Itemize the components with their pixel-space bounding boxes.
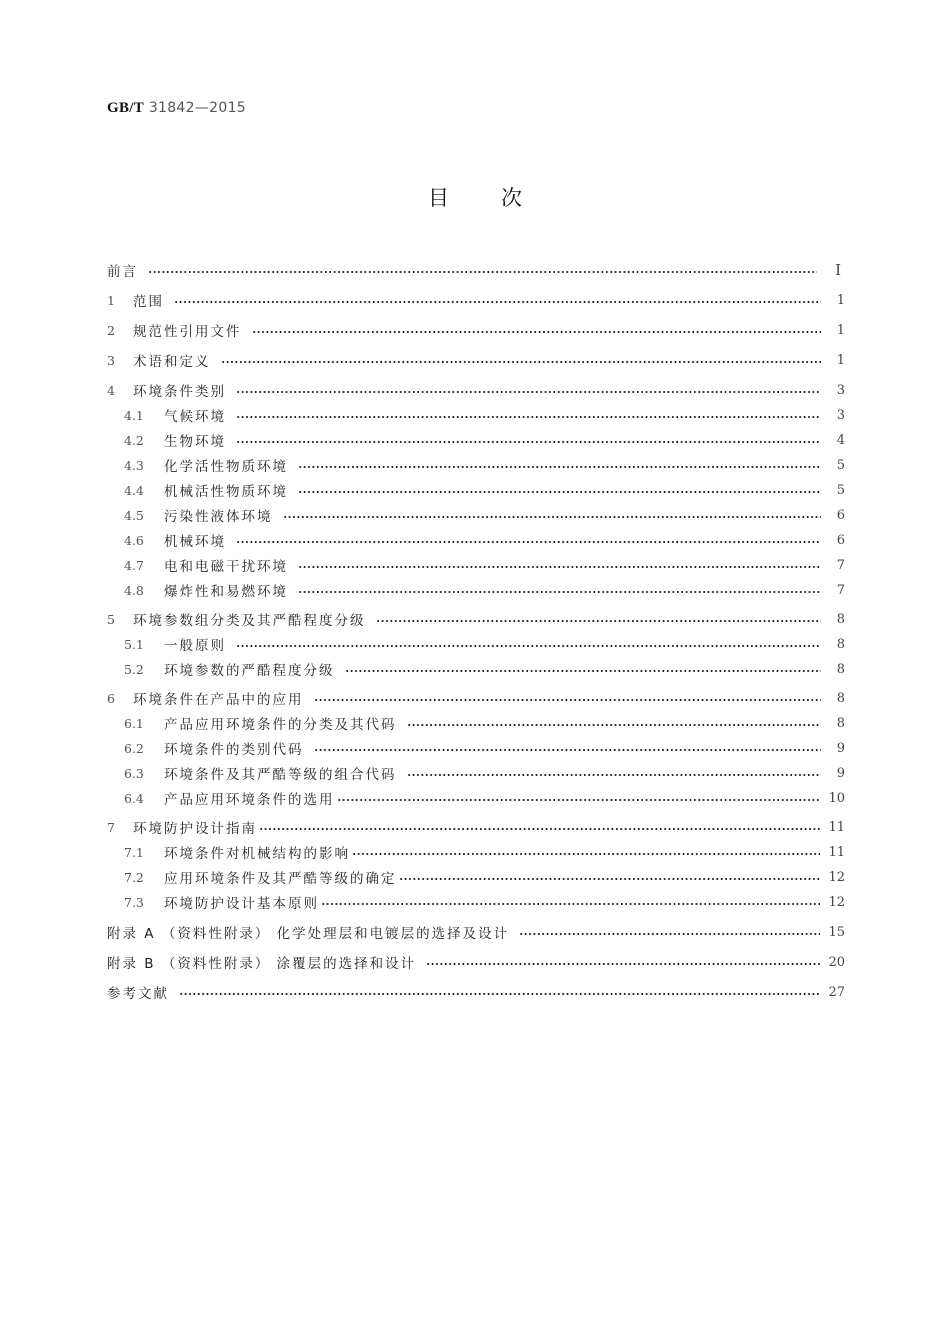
toc-entry-label: 环境条件在产品中的应用 [133, 692, 304, 708]
toc-entry-page-number: 9 [836, 740, 845, 756]
dot-leader [236, 645, 821, 647]
dot-leader [298, 566, 821, 568]
toc-entry-number: 7.2 [124, 869, 144, 885]
toc-entry[interactable] [107, 761, 845, 785]
toc-entry-label: 化学活性物质环境 [164, 459, 288, 475]
toc-entry-page-number: 5 [836, 457, 845, 473]
dot-leader [283, 516, 822, 518]
toc-entry[interactable] [107, 607, 845, 631]
toc-entry[interactable] [107, 428, 845, 452]
toc-entry-number: 4 [107, 382, 115, 398]
toc-entry-page-number: 4 [836, 432, 845, 448]
toc-entry-label: 附录 B （资料性附录） 涂覆层的选择和设计 [107, 956, 417, 972]
toc-entry-page-number: 20 [828, 954, 845, 970]
dot-leader [236, 541, 821, 543]
toc-entry-label: 产品应用环境条件的分类及其代码 [164, 717, 397, 733]
toc-entry[interactable] [107, 950, 845, 974]
dot-leader [298, 466, 821, 468]
toc-entry[interactable] [107, 657, 845, 681]
toc-entry[interactable] [107, 528, 845, 552]
toc-entry-page-number: 8 [836, 611, 845, 627]
toc-entry-number: 4.3 [124, 457, 144, 473]
toc-entry[interactable] [107, 632, 845, 656]
dot-leader [376, 620, 822, 622]
toc-entry-page-number: 1 [836, 352, 845, 368]
toc-entry[interactable] [107, 403, 845, 427]
toc-entry[interactable] [107, 288, 845, 312]
toc-entry-page-number: 7 [836, 557, 845, 573]
toc-entry-label: 产品应用环境条件的选用 [164, 792, 335, 808]
toc-entry-page-number: 6 [836, 507, 845, 523]
standard-prefix: GB/T [107, 100, 145, 116]
dot-leader [259, 828, 820, 830]
toc-entry[interactable] [107, 318, 845, 342]
toc-entry-label: 环境条件的类别代码 [164, 742, 304, 758]
toc-entry-number: 4.5 [124, 507, 144, 523]
toc-entry-label: 环境防护设计指南 [133, 821, 257, 837]
toc-entry-page-number: 1 [836, 322, 845, 338]
toc-entry-label: 规范性引用文件 [133, 324, 242, 340]
toc-entry-number: 4.1 [124, 407, 144, 423]
toc-entry[interactable] [107, 815, 845, 839]
dot-leader [298, 591, 821, 593]
toc-entry-label: 术语和定义 [133, 354, 211, 370]
toc-entry-label: 环境防护设计基本原则 [164, 896, 319, 912]
toc-entry[interactable] [107, 920, 845, 944]
toc-entry-number: 4.4 [124, 482, 144, 498]
toc-entry-page-number: 8 [836, 715, 845, 731]
toc-entry-number: 2 [107, 322, 115, 338]
toc-entry-label: 爆炸性和易燃环境 [164, 584, 288, 600]
toc-entry[interactable] [107, 478, 845, 502]
toc-entry-page-number: 8 [836, 636, 845, 652]
dot-leader [174, 301, 821, 303]
toc-entry[interactable] [107, 736, 845, 760]
dot-leader [321, 903, 820, 905]
page-title [0, 182, 950, 212]
toc-entry-number: 6.2 [124, 740, 144, 756]
standard-number: 31842—2015 [148, 100, 246, 116]
toc-entry[interactable] [107, 711, 845, 735]
dot-leader [314, 749, 822, 751]
toc-entry-page-number: 3 [836, 407, 845, 423]
toc-entry-number: 4.8 [124, 582, 144, 598]
toc-entry-page-number: 6 [836, 532, 845, 548]
dot-leader [298, 491, 821, 493]
toc-entry-page-number: Ⅰ [835, 261, 841, 279]
dot-leader [236, 391, 821, 393]
toc-entry-number: 6.1 [124, 715, 144, 731]
dot-leader [179, 993, 820, 995]
toc-entry-label: 电和电磁干扰环境 [164, 559, 288, 575]
dot-leader [337, 799, 821, 801]
toc-entry-label: 应用环境条件及其严酷等级的确定 [164, 871, 397, 887]
toc-entry-label: 污染性液体环境 [164, 509, 273, 525]
toc-entry-label: 范围 [133, 294, 164, 310]
toc-entry-number: 5 [107, 611, 115, 627]
toc-entry-label: 附录 A （资料性附录） 化学处理层和电镀层的选择及设计 [107, 926, 510, 942]
toc-entry-label: 一般原则 [164, 638, 226, 654]
toc-entry-page-number: 8 [836, 661, 845, 677]
toc-entry[interactable] [107, 503, 845, 527]
dot-leader [236, 416, 821, 418]
toc-entry-label: 环境条件对机械结构的影响 [164, 846, 350, 862]
dot-leader [519, 933, 820, 935]
dot-leader [345, 670, 822, 672]
toc-entry-number: 4.6 [124, 532, 144, 548]
toc-entry-number: 5.2 [124, 661, 144, 677]
dot-leader [426, 963, 820, 965]
dot-leader [399, 878, 821, 880]
toc-entry-page-number: 9 [836, 765, 845, 781]
toc-entry[interactable] [107, 378, 845, 402]
toc-entry[interactable] [107, 553, 845, 577]
toc-entry[interactable] [107, 453, 845, 477]
toc-entry[interactable] [107, 348, 845, 372]
title-char-2: 次 [501, 186, 522, 210]
toc-entry-label: 环境参数的严酷程度分级 [164, 663, 335, 679]
toc-entry-number: 4.7 [124, 557, 144, 573]
dot-leader [407, 724, 822, 726]
toc-entry-page-number: 10 [828, 790, 845, 806]
toc-entry-page-number: 11 [828, 819, 845, 835]
toc-entry-page-number: 5 [836, 482, 845, 498]
toc-entry[interactable] [107, 890, 845, 914]
dot-leader [252, 331, 822, 333]
toc-entry-number: 4.2 [124, 432, 144, 448]
dot-leader [148, 271, 817, 273]
dot-leader [352, 853, 820, 855]
toc-entry-number: 5.1 [124, 636, 144, 652]
standard-code-header [107, 100, 246, 117]
toc-entry-page-number: 27 [828, 984, 845, 1000]
toc-entry-page-number: 11 [828, 844, 845, 860]
toc-entry-label: 环境条件类别 [133, 384, 226, 400]
toc-entry-page-number: 8 [836, 690, 845, 706]
toc-entry-number: 6.4 [124, 790, 144, 806]
toc-entry-number: 6.3 [124, 765, 144, 781]
toc-entry-label: 生物环境 [164, 434, 226, 450]
toc-entry-page-number: 12 [828, 894, 845, 910]
toc-entry-label: 环境条件及其严酷等级的组合代码 [164, 767, 397, 783]
dot-leader [236, 441, 821, 443]
toc-entry[interactable] [107, 840, 845, 864]
toc-entry[interactable] [107, 865, 845, 889]
toc-entry-number: 1 [107, 292, 115, 308]
toc-entry-number: 7.1 [124, 844, 144, 860]
toc-entry-label: 机械活性物质环境 [164, 484, 288, 500]
toc-entry-page-number: 12 [828, 869, 845, 885]
dot-leader [407, 774, 822, 776]
toc-entry[interactable] [107, 686, 845, 710]
toc-entry-label: 气候环境 [164, 409, 226, 425]
dot-leader [221, 361, 822, 363]
toc-entry[interactable] [107, 578, 845, 602]
toc-entry-page-number: 3 [836, 382, 845, 398]
toc-entry-number: 3 [107, 352, 115, 368]
toc-entry[interactable] [107, 786, 845, 810]
toc-entry-number: 6 [107, 690, 115, 706]
toc-entry-label: 机械环境 [164, 534, 226, 550]
toc-entry-label: 前言 [107, 264, 138, 280]
toc-entry[interactable] [107, 258, 845, 282]
toc-entry-number: 7 [107, 819, 115, 835]
toc-entry-page-number: 1 [836, 292, 845, 308]
toc-entry-page-number: 15 [828, 924, 845, 940]
toc-entry-number: 7.3 [124, 894, 144, 910]
title-char-1: 目 [428, 186, 449, 210]
toc-entry-page-number: 7 [836, 582, 845, 598]
dot-leader [314, 699, 822, 701]
toc-entry[interactable] [107, 980, 845, 1004]
toc-entry-label: 环境参数组分类及其严酷程度分级 [133, 613, 366, 629]
toc-entry-label: 参考文献 [107, 986, 169, 1002]
